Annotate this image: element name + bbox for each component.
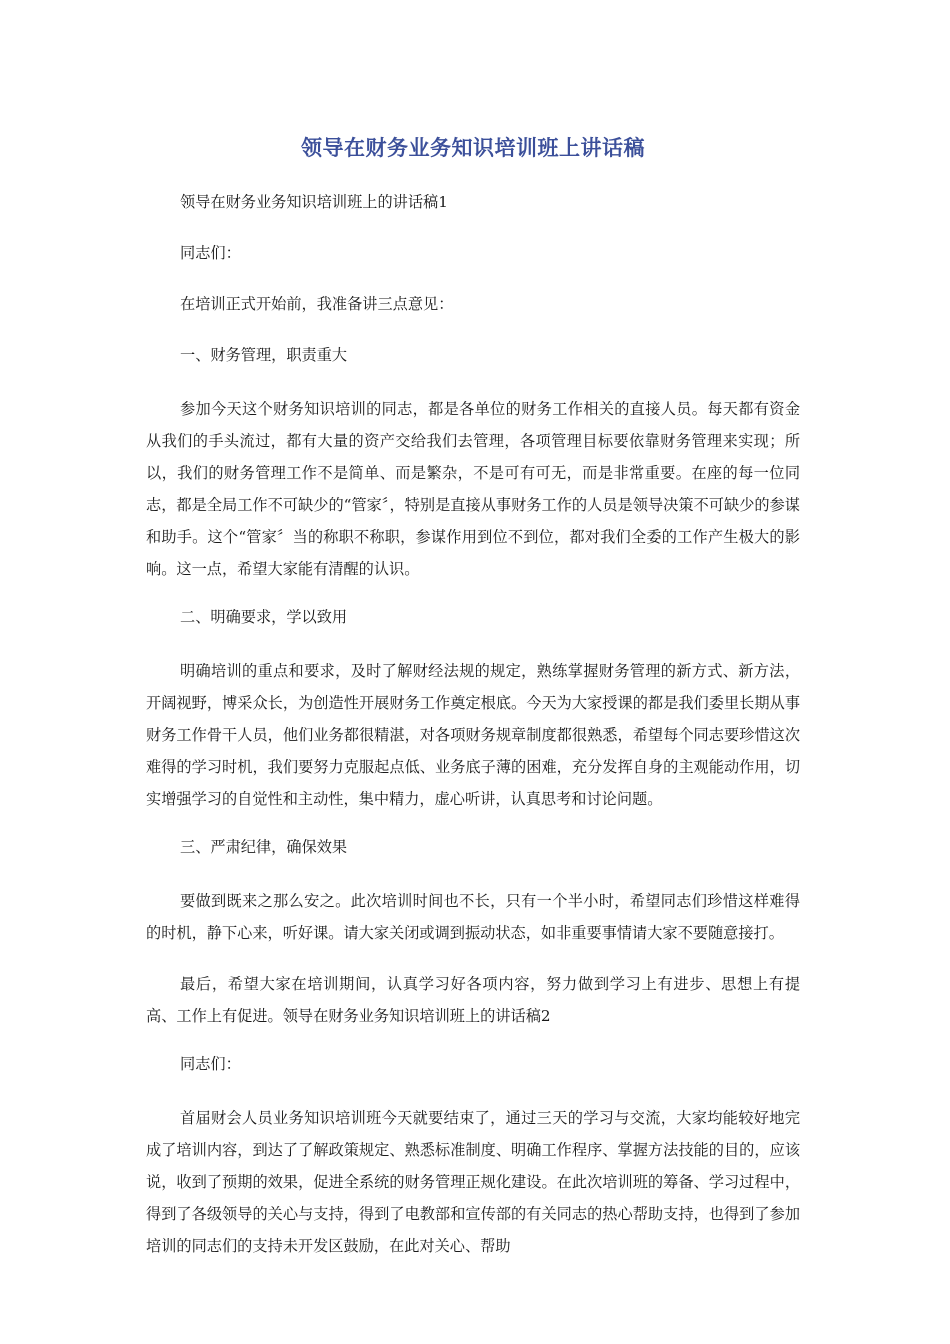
section-heading-2: 二、明确要求，学以致用 (180, 608, 348, 626)
paragraph-body: 明确培训的重点和要求，及时了解财经法规的规定，熟练掌握财务管理的新方式、新方法，开阔视野，博采众长，为创造性开展财务工作奠定根底。今天为大家授课的都是我们委里长期从事财务工作骨干人员，他们业务都很精湛，对各项财务规章制度都很熟悉，希望每个同志要珍惜这次难得的学习时机，我们要努力克服起点低、业务底子薄的困难，充分发挥自身的主观能动作用，切实增强学习的自觉性和主动性，集中精力，虚心听讲，认真思考和讨论问题。 (146, 662, 800, 808)
section-heading-1: 一、财务管理，职责重大 (180, 346, 348, 364)
section-heading-3: 三、严肃纪律，确保效果 (180, 838, 348, 856)
document-title: 领导在财务业务知识培训班上讲话稿 (301, 136, 645, 160)
paragraph-greeting: 同志们： (180, 1055, 241, 1073)
document-page (146, 128, 800, 1281)
paragraph-intro: 在培训正式开始前，我准备讲三点意见： (180, 295, 454, 313)
paragraph-closing: 最后，希望大家在培训期间，认真学习好各项内容，努力做到学习上有进步、思想上有提高、工作上有促进。领导在财务业务知识培训班上的讲话稿2 (146, 975, 800, 1025)
paragraph-greeting: 同志们： (180, 244, 241, 262)
paragraph-body: 要做到既来之那么安之。此次培训时间也不长，只有一个半小时，希望同志们珍惜这样难得的时机，静下心来，听好课。请大家关闭或调到振动状态，如非重要事情请大家不要随意接打。 (146, 892, 800, 942)
paragraph-body: 参加今天这个财务知识培训的同志，都是各单位的财务工作相关的直接人员。每天都有资金从我们的手头流过，都有大量的资产交给我们去管理，各项管理目标要依靠财务管理来实现；所以，我们的财务管理工作不是简单、而是繁杂，不是可有可无，而是非常重要。在座的每一位同志，都是全局工作不可缺少的“管家〞，特别是直接从事财务工作的人员是领导决策不可缺少的参谋和助手。这个“管家〞当的称职不称职，参谋作用到位不到位，都对我们全委的工作产生极大的影响。这一点，希望大家能有清醒的认识。 (146, 400, 800, 578)
paragraph-body: 首届财会人员业务知识培训班今天就要结束了，通过三天的学习与交流，大家均能较好地完成了培训内容，到达了了解政策规定、熟悉标准制度、明确工作程序、掌握方法技能的目的，应该说，收到了预期的效果，促进全系统的财务管理正规化建设。在此次培训班的筹备、学习过程中，得到了各级领导的关心与支持，得到了电教部和宣传部的有关同志的热心帮助支持，也得到了参加培训的同志们的支持未开发区鼓励，在此对关心、帮助 (146, 1109, 800, 1255)
paragraph-speech-1-heading: 领导在财务业务知识培训班上的讲话稿1 (180, 193, 448, 211)
